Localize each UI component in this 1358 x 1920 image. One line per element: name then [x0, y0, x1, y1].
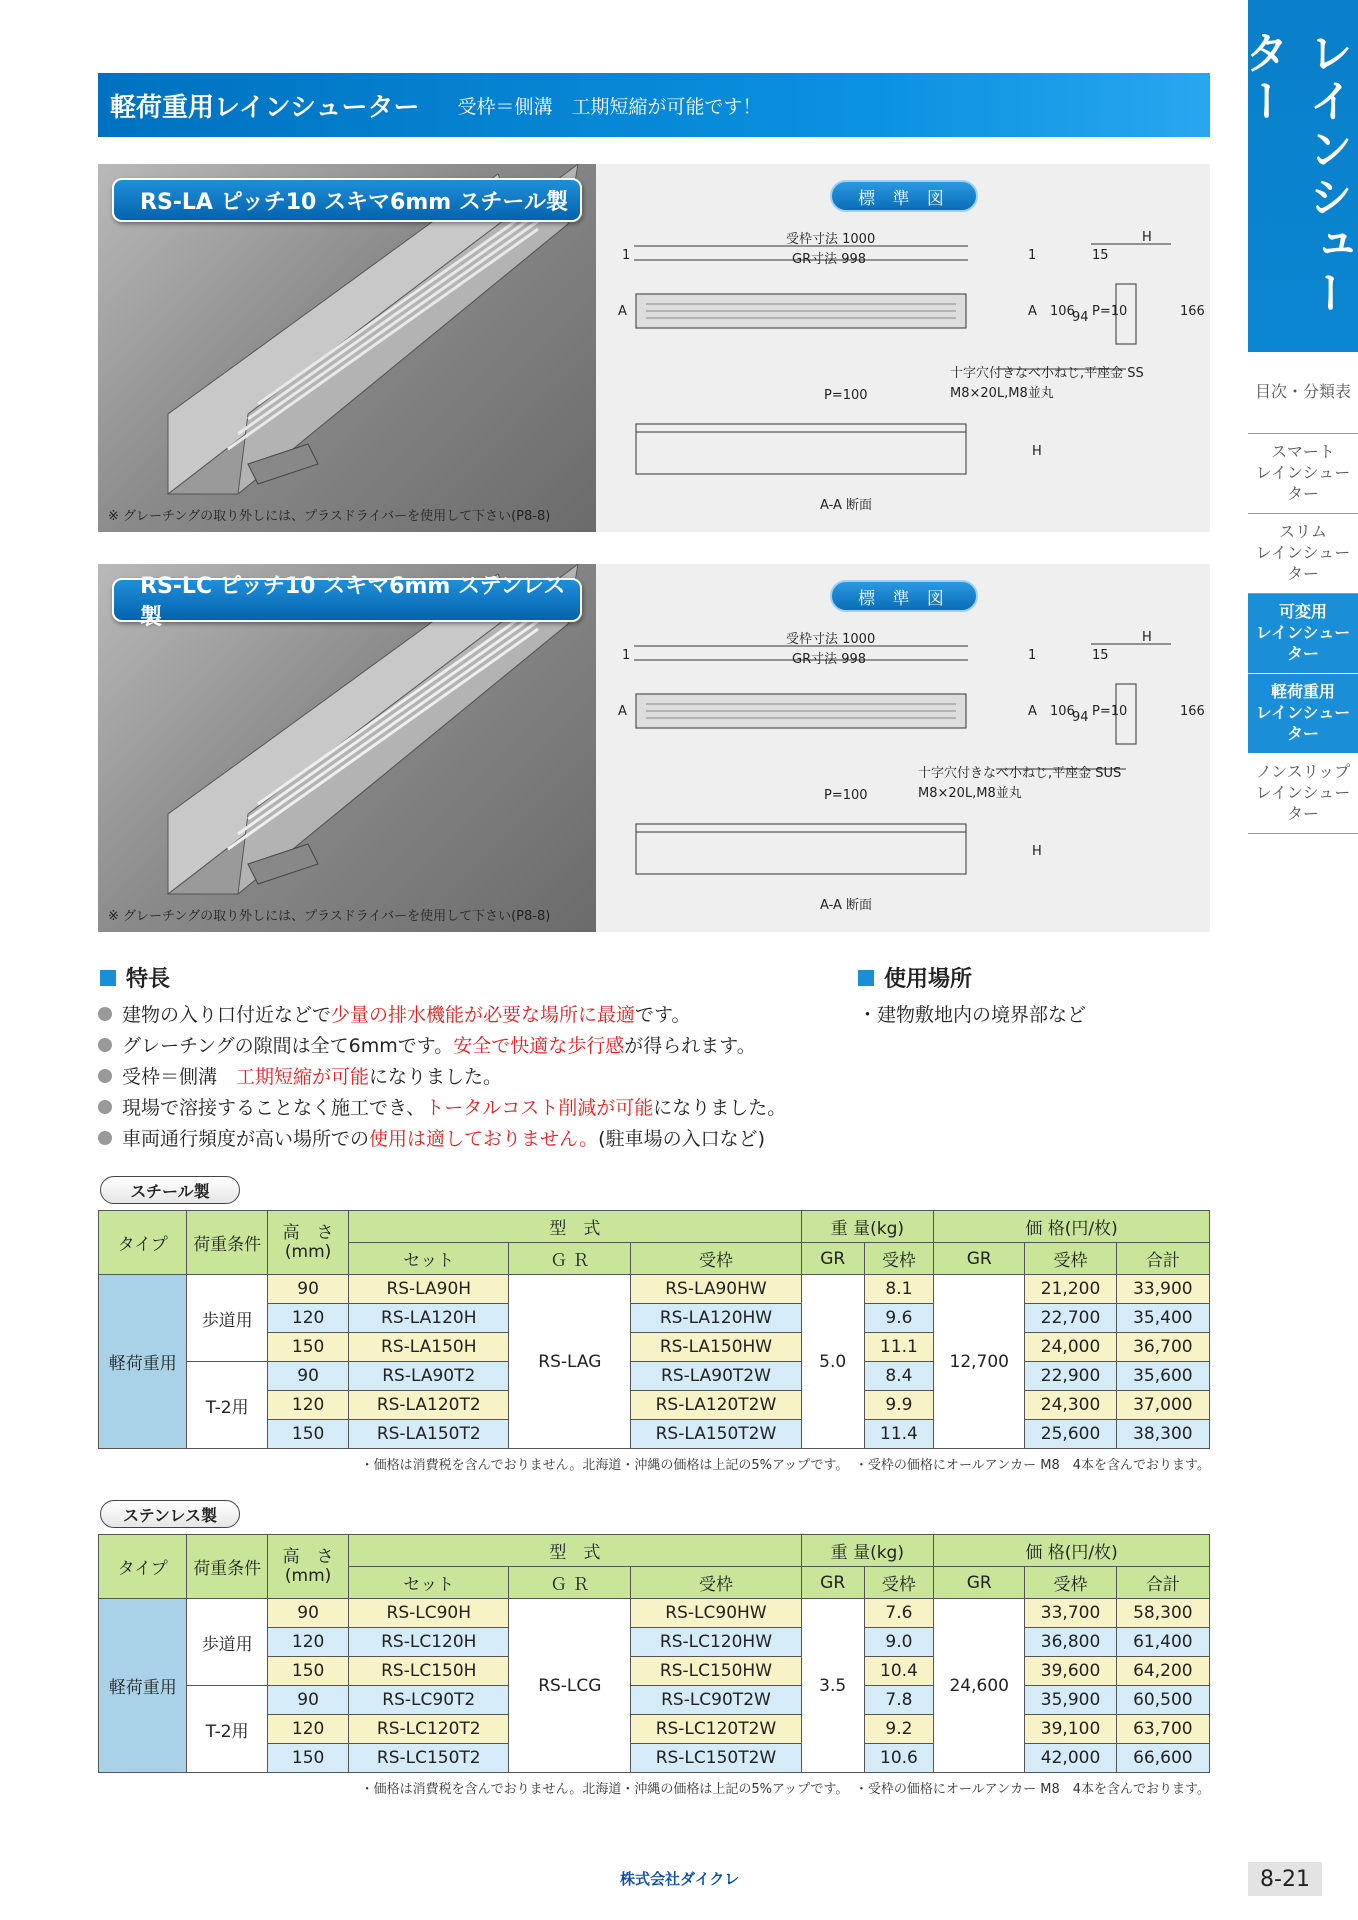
features-title: 特長 — [126, 967, 171, 992]
bullet-icon — [98, 1100, 112, 1114]
drawing-lines — [596, 164, 1210, 532]
section-mark-left: A — [618, 704, 627, 719]
table-row — [99, 1599, 1210, 1628]
side-nav-item-index[interactable]: 目次・分類表 — [1248, 352, 1358, 434]
screw-spec-2: M8×20L,M8並丸 — [950, 386, 1054, 401]
cell-total-price: 33,900 — [1116, 1275, 1209, 1304]
product-badge-rs-la: RS-LA ピッチ10 スキマ6mm スチール製 — [112, 178, 582, 222]
cell-set: RS-LA150T2 — [349, 1420, 509, 1449]
col-weight: 重 量(kg) — [801, 1211, 934, 1243]
spec-table-stainless — [98, 1534, 1210, 1773]
col-type: タイプ — [99, 1535, 187, 1599]
section-mark-left: A — [618, 304, 627, 319]
cell-load-condition: T-2用 — [187, 1686, 268, 1773]
cell-frame-weight: 9.2 — [864, 1715, 933, 1744]
col-gr: Ｇ Ｒ — [509, 1243, 631, 1275]
cell-total-price: 38,300 — [1116, 1420, 1209, 1449]
col-weight-gr: GR — [801, 1567, 864, 1599]
col-load-condition: 荷重条件 — [187, 1211, 268, 1275]
cell-frame: RS-LC120T2W — [631, 1715, 801, 1744]
cell-total-price: 35,400 — [1116, 1304, 1209, 1333]
col-height: 高 さ (mm) — [267, 1211, 348, 1275]
col-model: 型 式 — [349, 1535, 801, 1567]
dim-h2: H — [1032, 844, 1042, 859]
cell-gr-price: 12,700 — [934, 1275, 1025, 1449]
cell-set: RS-LA120T2 — [349, 1391, 509, 1420]
standard-drawing-rs-la — [596, 164, 1210, 532]
section-mark-right: A — [1028, 704, 1037, 719]
cell-set: RS-LC90H — [349, 1599, 509, 1628]
standard-drawing-rs-lc — [596, 564, 1210, 932]
dim-h: H — [1142, 230, 1152, 245]
cell-total-price: 66,600 — [1116, 1744, 1209, 1773]
dim-one-left: 1 — [622, 648, 631, 663]
dim-94: 94 — [1072, 710, 1089, 725]
dim-94: 94 — [1072, 310, 1089, 325]
cell-set: RS-LC120T2 — [349, 1715, 509, 1744]
dim-pitch: P=100 — [824, 388, 868, 403]
cell-total-price: 36,700 — [1116, 1333, 1209, 1362]
features-list — [98, 998, 786, 1153]
bullet-icon — [98, 1007, 112, 1021]
feature-item: 車両通行頻度が高い場所での 使用は適しておりません。 (駐車場の入口など) — [98, 1122, 786, 1153]
table-label-stainless: ステンレス製 — [100, 1500, 240, 1528]
cell-frame-price: 25,600 — [1025, 1420, 1116, 1449]
cell-total-price: 61,400 — [1116, 1628, 1209, 1657]
col-gr: Ｇ Ｒ — [509, 1567, 631, 1599]
cell-height: 150 — [267, 1333, 348, 1362]
cell-height: 90 — [267, 1686, 348, 1715]
dim-h: H — [1142, 630, 1152, 645]
cell-height: 150 — [267, 1744, 348, 1773]
cell-frame: RS-LA120HW — [631, 1304, 801, 1333]
side-nav — [1248, 352, 1358, 834]
cell-height: 150 — [267, 1420, 348, 1449]
cell-frame: RS-LC90HW — [631, 1599, 801, 1628]
cell-load-condition: T-2用 — [187, 1362, 268, 1449]
section-tab: レインシューター — [1248, 0, 1358, 352]
side-nav-item-smart[interactable]: スマート レインシューター — [1248, 434, 1358, 514]
dim-p10: P=10 — [1092, 304, 1128, 319]
cell-frame: RS-LA120T2W — [631, 1391, 801, 1420]
cell-frame-weight: 8.1 — [864, 1275, 933, 1304]
cell-frame-weight: 11.1 — [864, 1333, 933, 1362]
cell-frame-weight: 11.4 — [864, 1420, 933, 1449]
page-header — [98, 73, 1210, 137]
col-weight: 重 量(kg) — [801, 1535, 934, 1567]
screw-spec-1: 十字穴付きなべ小ねじ,平座金 SS — [950, 366, 1144, 381]
cell-total-price: 64,200 — [1116, 1657, 1209, 1686]
col-height: 高 さ (mm) — [267, 1535, 348, 1599]
table-note: ・価格は消費税を含んでおりません。北海道・沖縄の価格は上記の5%アップです。 ・受枠の価格にオールアンカー M8 4本を含んでおります。 — [360, 1458, 1210, 1473]
drawing-lines — [596, 564, 1210, 932]
screw-spec-2: M8×20L,M8並丸 — [918, 786, 1022, 801]
standard-drawing-badge: 標 準 図 — [830, 580, 978, 612]
dim-one-left: 1 — [622, 248, 631, 263]
col-weight-gr: GR — [801, 1243, 864, 1275]
cell-total-price: 58,300 — [1116, 1599, 1209, 1628]
usage-item: ・建物敷地内の境界部など — [858, 1004, 1087, 1026]
table-label-steel: スチール製 — [100, 1176, 240, 1204]
col-weight-frame: 受枠 — [864, 1243, 933, 1275]
col-set: セット — [349, 1567, 509, 1599]
col-price-total: 合計 — [1116, 1567, 1209, 1599]
side-nav-item-slim[interactable]: スリム レインシューター — [1248, 514, 1358, 594]
cell-set: RS-LC120H — [349, 1628, 509, 1657]
cell-height: 120 — [267, 1304, 348, 1333]
screw-spec-1: 十字穴付きなべ小ねじ,平座金 SUS — [918, 766, 1122, 781]
table-row — [99, 1362, 1210, 1391]
col-set: セット — [349, 1243, 509, 1275]
col-load-condition: 荷重条件 — [187, 1535, 268, 1599]
cell-frame-price: 33,700 — [1025, 1599, 1116, 1628]
col-price: 価 格(円/枚) — [934, 1211, 1210, 1243]
dim-166: 166 — [1180, 304, 1205, 319]
cell-gr-weight: 3.5 — [801, 1599, 864, 1773]
col-type: タイプ — [99, 1211, 187, 1275]
cell-total-price: 63,700 — [1116, 1715, 1209, 1744]
usage-title: 使用場所 — [884, 967, 973, 992]
side-nav-item-variable[interactable]: 可変用 レインシューター — [1248, 594, 1358, 674]
photo-note: ※ グレーチングの取り外しには、プラスドライバーを使用して下さい(P8-8) — [108, 509, 551, 524]
cell-total-price: 60,500 — [1116, 1686, 1209, 1715]
cell-height: 120 — [267, 1391, 348, 1420]
cell-frame: RS-LC150T2W — [631, 1744, 801, 1773]
cell-height: 90 — [267, 1275, 348, 1304]
cell-height: 120 — [267, 1715, 348, 1744]
feature-item: 現場で溶接することなく施工でき、 トータルコスト削減が可能 になりました。 — [98, 1091, 786, 1122]
cell-type: 軽荷重用 — [99, 1599, 187, 1773]
dim-pitch: P=100 — [824, 788, 868, 803]
usage-heading — [858, 962, 972, 993]
table-row — [99, 1275, 1210, 1304]
cell-frame-weight: 10.4 — [864, 1657, 933, 1686]
square-bullet-icon — [858, 970, 874, 986]
dim-106: 106 — [1050, 704, 1075, 719]
cell-frame-weight: 7.8 — [864, 1686, 933, 1715]
page-title: 軽荷重用レインシューター — [110, 92, 420, 123]
cell-frame-weight: 9.0 — [864, 1628, 933, 1657]
cell-frame-price: 22,700 — [1025, 1304, 1116, 1333]
cell-set: RS-LC150T2 — [349, 1744, 509, 1773]
cell-set: RS-LA90T2 — [349, 1362, 509, 1391]
cell-load-condition: 歩道用 — [187, 1275, 268, 1362]
feature-item: グレーチングの隙間は全て6mmです。 安全で快適な歩行感 が得られます。 — [98, 1029, 786, 1060]
cell-height: 90 — [267, 1362, 348, 1391]
cell-frame-weight: 9.9 — [864, 1391, 933, 1420]
product-badge-rs-lc: RS-LC ピッチ10 スキマ6mm ステンレス製 — [112, 578, 582, 622]
dim-p10: P=10 — [1092, 704, 1128, 719]
cell-set: RS-LA90H — [349, 1275, 509, 1304]
page-number: 8-21 — [1248, 1862, 1322, 1896]
cell-frame-weight: 8.4 — [864, 1362, 933, 1391]
section-mark-right: A — [1028, 304, 1037, 319]
cell-frame: RS-LC120HW — [631, 1628, 801, 1657]
table-note: ・価格は消費税を含んでおりません。北海道・沖縄の価格は上記の5%アップです。 ・受枠の価格にオールアンカー M8 4本を含んでおります。 — [360, 1782, 1210, 1797]
cell-type: 軽荷重用 — [99, 1275, 187, 1449]
section-caption: A-A 断面 — [820, 898, 873, 913]
col-frame: 受枠 — [631, 1243, 801, 1275]
cell-frame-weight: 10.6 — [864, 1744, 933, 1773]
features-heading — [100, 962, 170, 993]
cell-frame-weight: 7.6 — [864, 1599, 933, 1628]
standard-drawing-badge: 標 準 図 — [830, 180, 978, 212]
cell-frame-price: 24,000 — [1025, 1333, 1116, 1362]
cell-frame: RS-LA90HW — [631, 1275, 801, 1304]
cell-gr-weight: 5.0 — [801, 1275, 864, 1449]
dim-one-right: 1 — [1028, 248, 1037, 263]
bullet-icon — [98, 1069, 112, 1083]
bullet-icon — [98, 1038, 112, 1052]
cell-frame: RS-LC150HW — [631, 1657, 801, 1686]
side-nav-item-nonslip[interactable]: ノンスリップ レインシューター — [1248, 754, 1358, 834]
cell-gr-model: RS-LCG — [509, 1599, 631, 1773]
col-price: 価 格(円/枚) — [934, 1535, 1210, 1567]
dim-frame: 受枠寸法 1000 — [786, 232, 876, 247]
dim-frame: 受枠寸法 1000 — [786, 632, 876, 647]
col-weight-frame: 受枠 — [864, 1567, 933, 1599]
cell-set: RS-LC150H — [349, 1657, 509, 1686]
cell-set: RS-LA120H — [349, 1304, 509, 1333]
square-bullet-icon — [100, 970, 116, 986]
col-model: 型 式 — [349, 1211, 801, 1243]
cell-frame-price: 42,000 — [1025, 1744, 1116, 1773]
company-logo: 株式会社ダイクレ — [620, 1870, 740, 1888]
col-frame: 受枠 — [631, 1567, 801, 1599]
feature-item: 受枠＝側溝 工期短縮が可能 になりました。 — [98, 1060, 786, 1091]
cell-frame-price: 35,900 — [1025, 1686, 1116, 1715]
dim-gr: GR寸法 998 — [792, 252, 867, 267]
col-price-total: 合計 — [1116, 1243, 1209, 1275]
feature-item: 建物の入り口付近などで 少量の排水機能が必要な場所に最適 です。 — [98, 998, 786, 1029]
spec-table-steel — [98, 1210, 1210, 1449]
dim-h2: H — [1032, 444, 1042, 459]
cell-frame-price: 39,600 — [1025, 1657, 1116, 1686]
cell-frame-weight: 9.6 — [864, 1304, 933, 1333]
page-subtitle: 受枠＝側溝 工期短縮が可能です！ — [457, 95, 762, 118]
bullet-icon — [98, 1131, 112, 1145]
dim-15: 15 — [1092, 248, 1109, 263]
cell-frame-price: 24,300 — [1025, 1391, 1116, 1420]
cell-frame-price: 21,200 — [1025, 1275, 1116, 1304]
cell-height: 90 — [267, 1599, 348, 1628]
cell-height: 150 — [267, 1657, 348, 1686]
cell-gr-model: RS-LAG — [509, 1275, 631, 1449]
dim-166: 166 — [1180, 704, 1205, 719]
cell-frame-price: 36,800 — [1025, 1628, 1116, 1657]
col-price-gr: GR — [934, 1243, 1025, 1275]
cell-set: RS-LA150H — [349, 1333, 509, 1362]
col-price-frame: 受枠 — [1025, 1243, 1116, 1275]
cell-height: 120 — [267, 1628, 348, 1657]
cell-gr-price: 24,600 — [934, 1599, 1025, 1773]
dim-15: 15 — [1092, 648, 1109, 663]
side-nav-item-light-load[interactable]: 軽荷重用 レインシューター — [1248, 674, 1358, 754]
section-caption: A-A 断面 — [820, 498, 873, 513]
dim-gr: GR寸法 998 — [792, 652, 867, 667]
dim-106: 106 — [1050, 304, 1075, 319]
cell-frame: RS-LC90T2W — [631, 1686, 801, 1715]
cell-frame-price: 22,900 — [1025, 1362, 1116, 1391]
cell-frame-price: 39,100 — [1025, 1715, 1116, 1744]
photo-note: ※ グレーチングの取り外しには、プラスドライバーを使用して下さい(P8-8) — [108, 909, 551, 924]
cell-frame: RS-LA150HW — [631, 1333, 801, 1362]
cell-set: RS-LC90T2 — [349, 1686, 509, 1715]
table-row — [99, 1686, 1210, 1715]
cell-frame: RS-LA150T2W — [631, 1420, 801, 1449]
cell-total-price: 37,000 — [1116, 1391, 1209, 1420]
cell-frame: RS-LA90T2W — [631, 1362, 801, 1391]
dim-one-right: 1 — [1028, 648, 1037, 663]
cell-load-condition: 歩道用 — [187, 1599, 268, 1686]
cell-total-price: 35,600 — [1116, 1362, 1209, 1391]
col-price-frame: 受枠 — [1025, 1567, 1116, 1599]
col-price-gr: GR — [934, 1567, 1025, 1599]
